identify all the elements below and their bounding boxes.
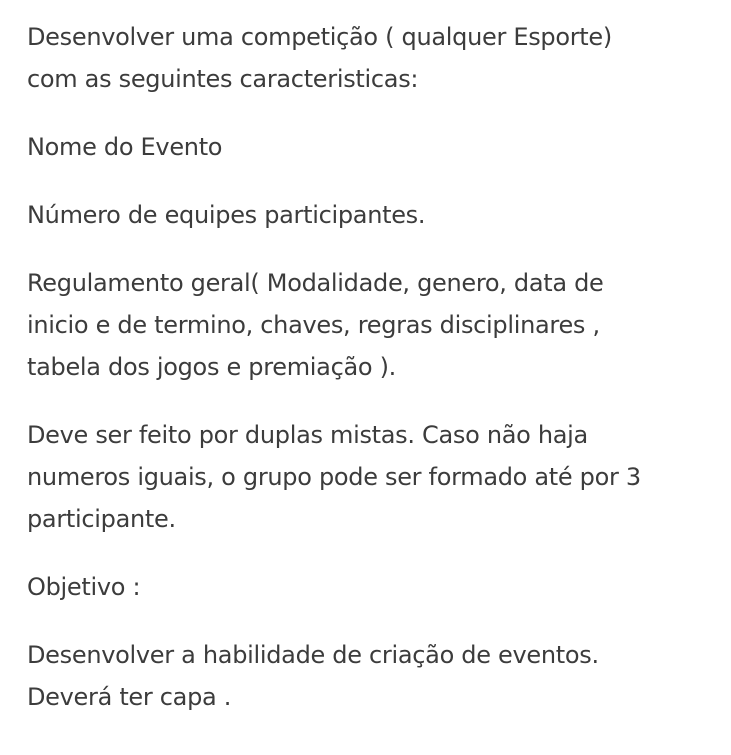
text-line: numeros iguais, o grupo pode ser formado até por 3 [27,463,641,491]
document-body [27,16,717,744]
text-line: Desenvolver a habilidade de criação de eventos. [27,641,599,669]
pairs-paragraph [27,414,717,540]
intro-paragraph [27,16,717,100]
text-line: Objetivo : [27,573,141,601]
text-line: tabela dos jogos e premiação ). [27,353,396,381]
text-line: Número de equipes participantes. [27,201,426,229]
objective-heading [27,566,717,608]
event-name-paragraph [27,126,717,168]
text-line: Deverá ter capa . [27,683,232,711]
text-line: Nome do Evento [27,133,223,161]
text-line: com as seguintes caracteristicas: [27,65,419,93]
regulations-paragraph [27,262,717,388]
text-line: Regulamento geral( Modalidade, genero, data de [27,269,604,297]
text-line: Desenvolver uma competição ( qualquer Esporte) [27,23,612,51]
team-count-paragraph [27,194,717,236]
objective-paragraph [27,634,717,718]
text-line: inicio e de termino, chaves, regras disciplinares , [27,311,600,339]
text-line: participante. [27,505,176,533]
text-line: Deve ser feito por duplas mistas. Caso não haja [27,421,588,449]
